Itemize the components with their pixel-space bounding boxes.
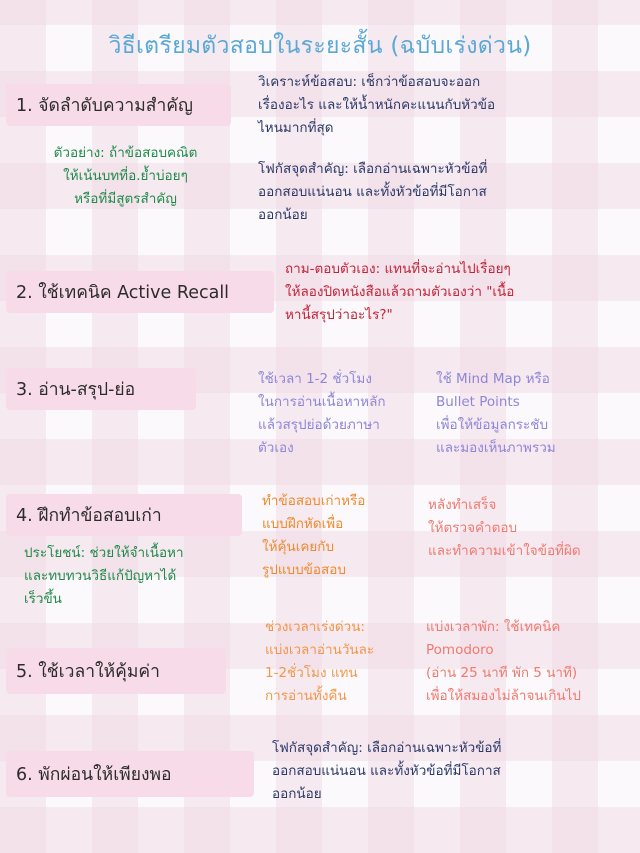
section-6-note-focus: โฟกัสจุดสำคัญ: เลือกอ่านเฉพาะหัวข้อที่ ออกสอบแน่นอน และทั้งหัวข้อที่มีโอกาส ออกน้อย [272, 740, 502, 802]
section-4-benefit: ประโยชน์: ช่วยให้จำเนื้อหา และทบทวนวิธีแก้ปัญหาได้ เร็วขึ้น [24, 545, 184, 607]
section-3-note-mindmap: ใช้ Mind Map หรือ Bullet Points เพื่อให้ข้อมูลกระชับ และมองเห็นภาพรวม [436, 371, 556, 456]
section-heading-4: 4. ฝึกทำข้อสอบเก่า [6, 494, 242, 536]
section-heading-1: 1. จัดลำดับความสำคัญ [6, 84, 231, 126]
section-heading-3: 3. อ่าน-สรุป-ย่อ [6, 368, 196, 410]
section-heading-2: 2. ใช้เทคนิค Active Recall [6, 271, 274, 313]
section-5-note-pomodoro: แบ่งเวลาพัก: ใช้เทคนิค Pomodoro (อ่าน 25 นาที พัก 5 นาที) เพื่อให้สมองไม่ล้าจนเกินไป [426, 619, 582, 704]
section-heading-6: 6. พักผ่อนให้เพียงพอ [6, 751, 254, 797]
section-heading-5: 5. ใช้เวลาให้คุ้มค่า [6, 648, 226, 694]
section-2-note-self-quiz: ถาม-ตอบตัวเอง: แทนที่จะอ่านไปเรื่อยๆ ให้ลองปิดหนังสือแล้วถามตัวเองว่า "เนื้อ หานี้สรุปว่าอะไร?" [285, 261, 515, 323]
section-4-note-practice: ทำข้อสอบเก่าหรือ แบบฝึกหัดเพื่อ ให้คุ้นเคยกับ รูปแบบข้อสอบ [262, 493, 366, 578]
page-title: วิธีเตรียมตัวสอบในระยะสั้น (ฉบับเร่งด่วน) [108, 33, 532, 59]
section-1-note-focus: โฟกัสจุดสำคัญ: เลือกอ่านเฉพาะหัวข้อที่ ออกสอบแน่นอน และทั้งหัวข้อที่มีโอกาส ออกน้อย [258, 161, 488, 223]
section-4-note-review: หลังทำเสร็จ ให้ตรวจคำตอบ และทำความเข้าใจข้อที่ผิด [428, 497, 581, 559]
section-5-note-urgent: ช่วงเวลาเร่งด่วน: แบ่งเวลาอ่านวันละ 1-2ชั่วโมง แทน การอ่านทั้งคืน [265, 619, 375, 704]
section-1-example: ตัวอย่าง: ถ้าข้อสอบคณิต ให้เน้นบทที่อ.ย้ำบ่อยๆ หรือที่มีสูตรสำคัญ [53, 145, 198, 207]
section-3-note-read: ใช้เวลา 1-2 ชั่วโมง ในการอ่านเนื้อหาหลัก แล้วสรุปย่อด้วยภาษา ตัวเอง [258, 371, 386, 456]
section-1-note-analyze: วิเคราะห์ข้อสอบ: เช็กว่าข้อสอบจะออก เรื่องอะไร และให้น้ำหนักคะแนนกับหัวข้อ ไหนมากที่สุด [258, 74, 496, 136]
